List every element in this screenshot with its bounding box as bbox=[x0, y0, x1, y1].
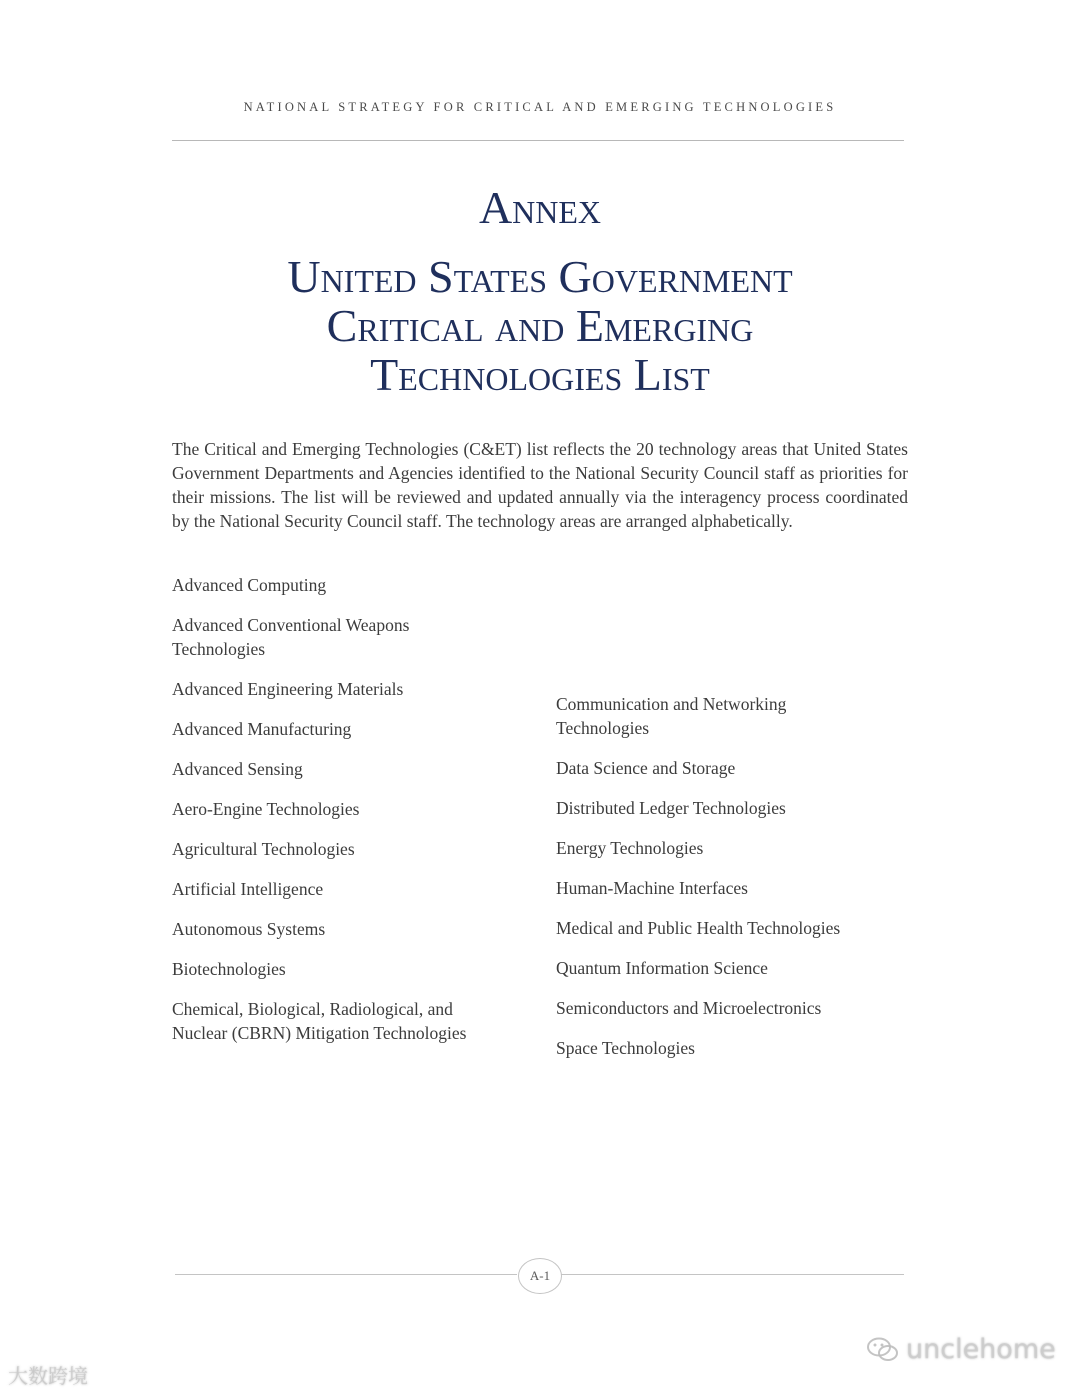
page-number: A-1 bbox=[529, 1268, 551, 1283]
technology-left-item bbox=[172, 677, 403, 701]
technology-area-line: Advanced Engineering Materials bbox=[172, 679, 404, 699]
watermark-right-text: unclehome bbox=[906, 1334, 1056, 1365]
technology-area-line: Autonomous Systems bbox=[172, 919, 326, 939]
technology-area-line: Aero-Engine Technologies bbox=[172, 799, 360, 819]
technology-area-line: Biotechnologies bbox=[172, 959, 286, 979]
technology-left-item bbox=[172, 613, 409, 661]
technology-left-item bbox=[172, 757, 303, 781]
running-header: NATIONAL STRATEGY FOR CRITICAL AND EMERGING TECHNOLOGIES bbox=[243, 100, 837, 114]
technology-area-line: Advanced Sensing bbox=[172, 759, 303, 779]
technology-area-line: Technologies bbox=[556, 718, 650, 738]
footer-divider-left bbox=[175, 1274, 517, 1275]
technology-area-line: Advanced Manufacturing bbox=[172, 719, 352, 739]
technology-right-item bbox=[556, 692, 786, 740]
technology-area-line: Artificial Intelligence bbox=[172, 879, 324, 899]
technology-area-line: Nuclear (CBRN) Mitigation Technologies bbox=[172, 1023, 467, 1043]
technology-area-line: Agricultural Technologies bbox=[172, 839, 355, 859]
page-title bbox=[0, 252, 1080, 399]
technology-right-item bbox=[556, 876, 748, 900]
technology-left-item bbox=[172, 957, 286, 981]
technology-left-item bbox=[172, 573, 326, 597]
technology-left-item bbox=[172, 797, 360, 821]
technology-right-item bbox=[556, 756, 735, 780]
technology-area-line: Communication and Networking bbox=[556, 694, 787, 714]
technology-area-line: Data Science and Storage bbox=[556, 758, 736, 778]
title-line-3: Technologies List bbox=[370, 349, 710, 400]
intro-paragraph: The Critical and Emerging Technologies (C&ET) list reflects the 20 technology areas that United States Government Departments and Agencies identified to the National Security Council staff as priorities for their missions. The list will be reviewed and updated annually via the interagency process coordinated by the National Security Council staff. The technology areas are arranged alphabetically. bbox=[172, 439, 908, 531]
technology-right-item bbox=[556, 836, 703, 860]
technology-right-item bbox=[556, 916, 840, 940]
technology-left-item bbox=[172, 917, 325, 941]
technology-area-line: Distributed Ledger Technologies bbox=[556, 798, 786, 818]
technology-right-item bbox=[556, 956, 768, 980]
technology-right-item bbox=[556, 796, 786, 820]
technology-left-item bbox=[172, 717, 351, 741]
technology-left-item bbox=[172, 837, 355, 861]
technology-area-line: Advanced Computing bbox=[172, 575, 327, 595]
watermark-left bbox=[8, 1360, 88, 1389]
technology-area-line: Semiconductors and Microelectronics bbox=[556, 998, 822, 1018]
technology-area-line: Chemical, Biological, Radiological, and bbox=[172, 999, 453, 1019]
technology-area-line: Advanced Conventional Weapons bbox=[172, 615, 410, 635]
wechat-icon bbox=[866, 1336, 900, 1364]
technology-area-line: Medical and Public Health Technologies bbox=[556, 918, 841, 938]
technology-area-line: Technologies bbox=[172, 639, 266, 659]
watermark-left-text: 大数跨境 bbox=[8, 1364, 88, 1388]
title-line-1: United States Government bbox=[287, 251, 793, 302]
technology-area-line: Human-Machine Interfaces bbox=[556, 878, 748, 898]
technology-area-line: Space Technologies bbox=[556, 1038, 695, 1058]
header-divider bbox=[172, 140, 904, 141]
watermark-right bbox=[866, 1334, 1056, 1365]
technology-area-line: Quantum Information Science bbox=[556, 958, 768, 978]
technology-right-item bbox=[556, 1036, 695, 1060]
footer-divider-right bbox=[561, 1274, 904, 1275]
technology-area-line: Energy Technologies bbox=[556, 838, 704, 858]
annex-title: Annex bbox=[478, 182, 602, 233]
technology-right-item bbox=[556, 996, 821, 1020]
technology-left-item bbox=[172, 997, 466, 1045]
title-line-2: Critical and Emerging bbox=[326, 300, 754, 351]
page-number-badge bbox=[518, 1258, 562, 1294]
technology-left-item bbox=[172, 877, 323, 901]
